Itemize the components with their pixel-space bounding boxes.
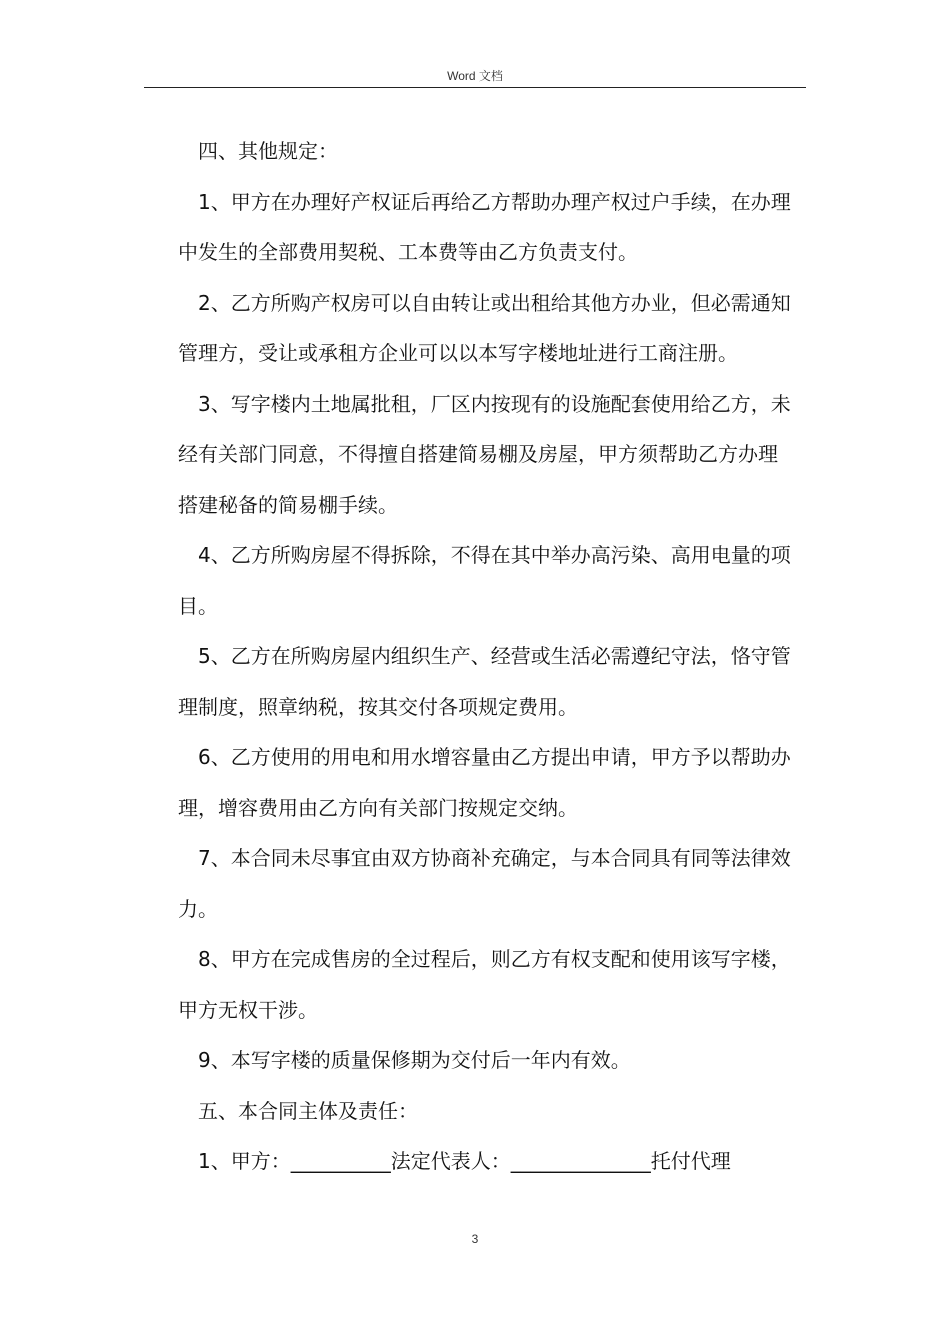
clause-paragraph: 4、乙方所购房屋不得拆除，不得在其中举办高污染、高用电量的项目。: [178, 543, 791, 618]
clause-paragraph: 6、乙方使用的用电和用水增容量由乙方提出申请，甲方予以帮助办理，增容费用由乙方向有关部门按规定交纳。: [178, 745, 791, 820]
clause-paragraph: 2、乙方所购产权房可以自由转让或出租给其他方办业，但必需通知管理方，受让或承租方企业可以以本写字楼地址进行工商注册。: [178, 290, 791, 365]
clause-paragraph: 8、甲方在完成售房的全过程后，则乙方有权支配和使用该写字楼，甲方无权干涉。: [178, 947, 791, 1022]
clause-paragraph: 9、本写字楼的质量保修期为交付后一年内有效。: [198, 1048, 631, 1072]
section-heading-other-rules: 四、其他规定：: [198, 139, 338, 163]
clause-paragraph: 3、写字楼内土地属批租，厂区内按现有的设施配套使用给乙方，未经有关部门同意，不得擅自搭建简易棚及房屋，甲方须帮助乙方办理搭建秘备的简易棚手续。: [178, 391, 791, 517]
clause-paragraph: 1、甲方在办理好产权证后再给乙方帮助办理产权过户手续，在办理中发生的全部费用契税、工本费等由乙方负责支付。: [178, 189, 791, 264]
page-number: 3: [471, 1232, 479, 1246]
header-divider: [144, 87, 806, 88]
clause-paragraph: 7、本合同未尽事宜由双方协商补充确定，与本合同具有同等法律效力。: [178, 846, 791, 921]
party-signature-line: 1、甲方：__________法定代表人：______________托付代理: [198, 1149, 731, 1173]
document-body: [178, 126, 794, 1187]
section-heading-contract-parties: 五、本合同主体及责任：: [198, 1098, 418, 1123]
clause-paragraph: 5、乙方在所购房屋内组织生产、经营或生活必需遵纪守法，恪守管理制度，照章纳税，按其交付各项规定费用。: [178, 644, 791, 719]
page-header-title: Word 文档: [447, 69, 503, 83]
